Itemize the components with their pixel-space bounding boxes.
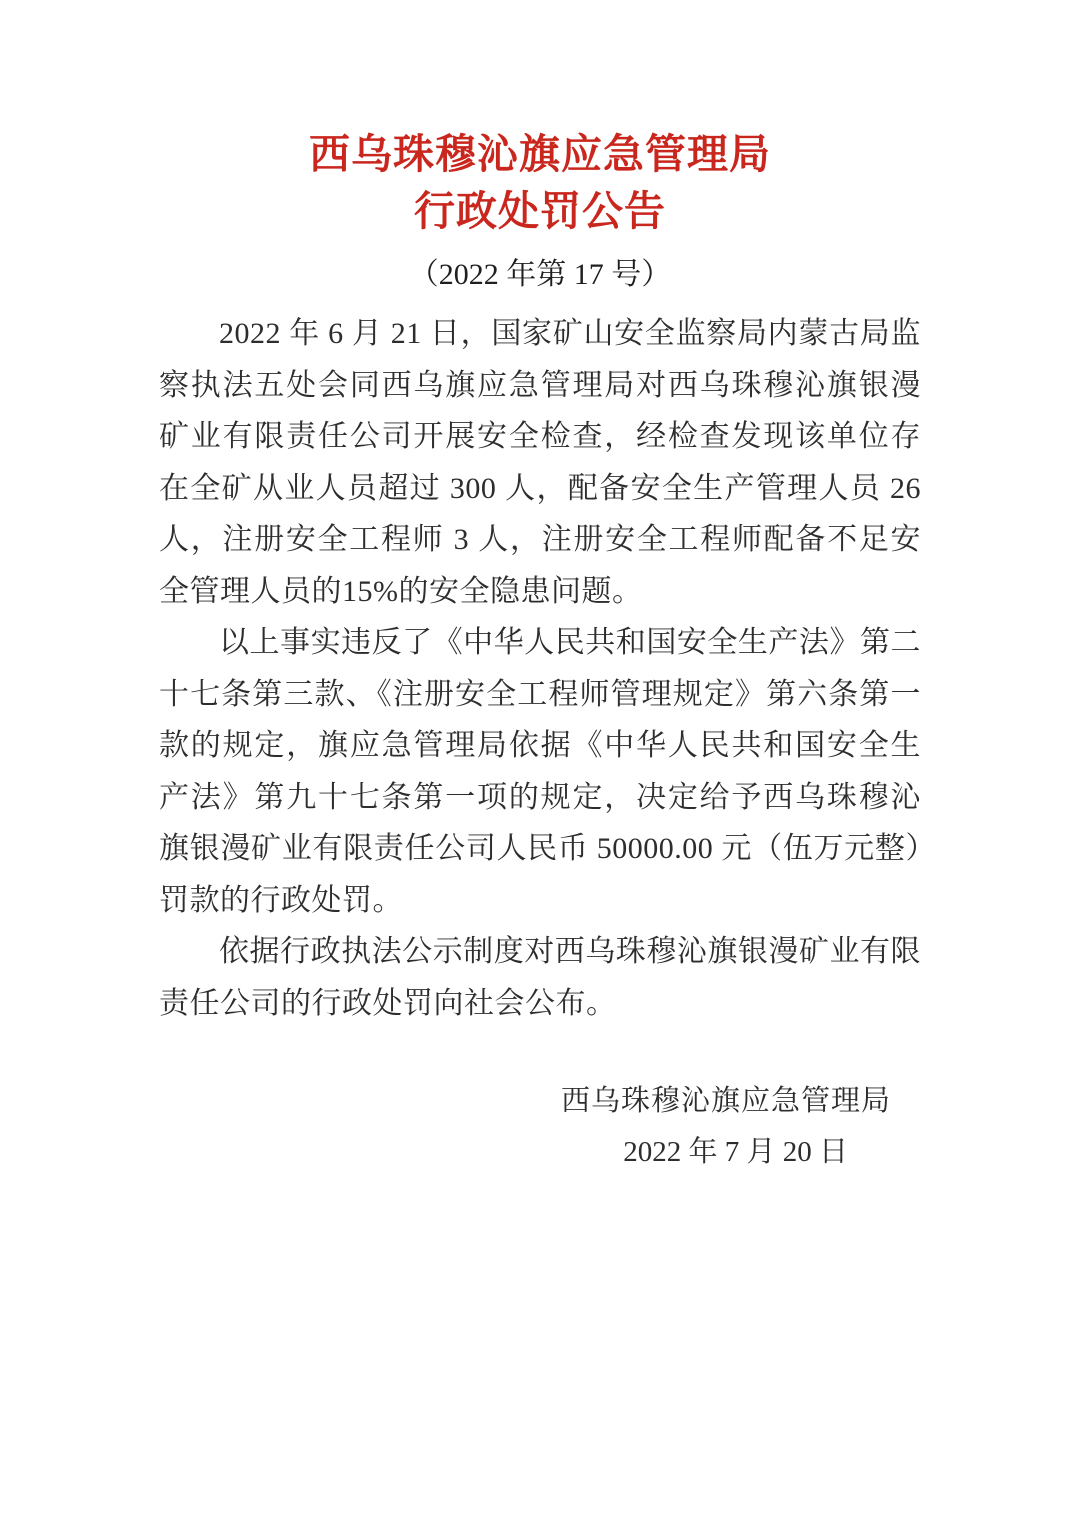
- document-number: （2022 年第 17 号）: [408, 258, 672, 291]
- title-line-1: 西乌珠穆沁旗应急管理局: [309, 131, 771, 177]
- title-line-2: 行政处罚公告: [414, 188, 666, 234]
- signature-date: 2022 年 7 月 20 日: [623, 1136, 848, 1168]
- body-paragraph-1: 2022 年 6 月 21 日，国家矿山安全监察局内蒙古局监察执法五处会同西乌旗应急管理局对西乌珠穆沁旗银漫矿业有限责任公司开展安全检查，经检查发现该单位存在全矿从业人员超过 300 人，配备安全生产管理人员 26 人，注册安全工程师 3 人，注册安全工程师配备不足安全管理人员的15%的安全隐患问题。: [159, 317, 921, 608]
- signature-block: [159, 1076, 921, 1178]
- signature-issuer: 西乌珠穆沁旗应急管理局: [560, 1085, 891, 1117]
- body-paragraph-3: 依据行政执法公示制度对西乌珠穆沁旗银漫矿业有限责任公司的行政处罚向社会公布。: [159, 935, 921, 1020]
- document-title: [159, 0, 921, 240]
- document-body: [159, 308, 921, 1029]
- body-paragraph-2: 以上事实违反了《中华人民共和国安全生产法》第二十七条第三款、《注册安全工程师管理规定》第六条第一款的规定，旗应急管理局依据《中华人民共和国安全生产法》第九十七条第一项的规定，决定给予西乌珠穆沁旗银漫矿业有限责任公司人民币 50000.00 元（伍万元整）罚款的行政处罚。: [159, 626, 921, 917]
- document-content: [159, 0, 921, 1178]
